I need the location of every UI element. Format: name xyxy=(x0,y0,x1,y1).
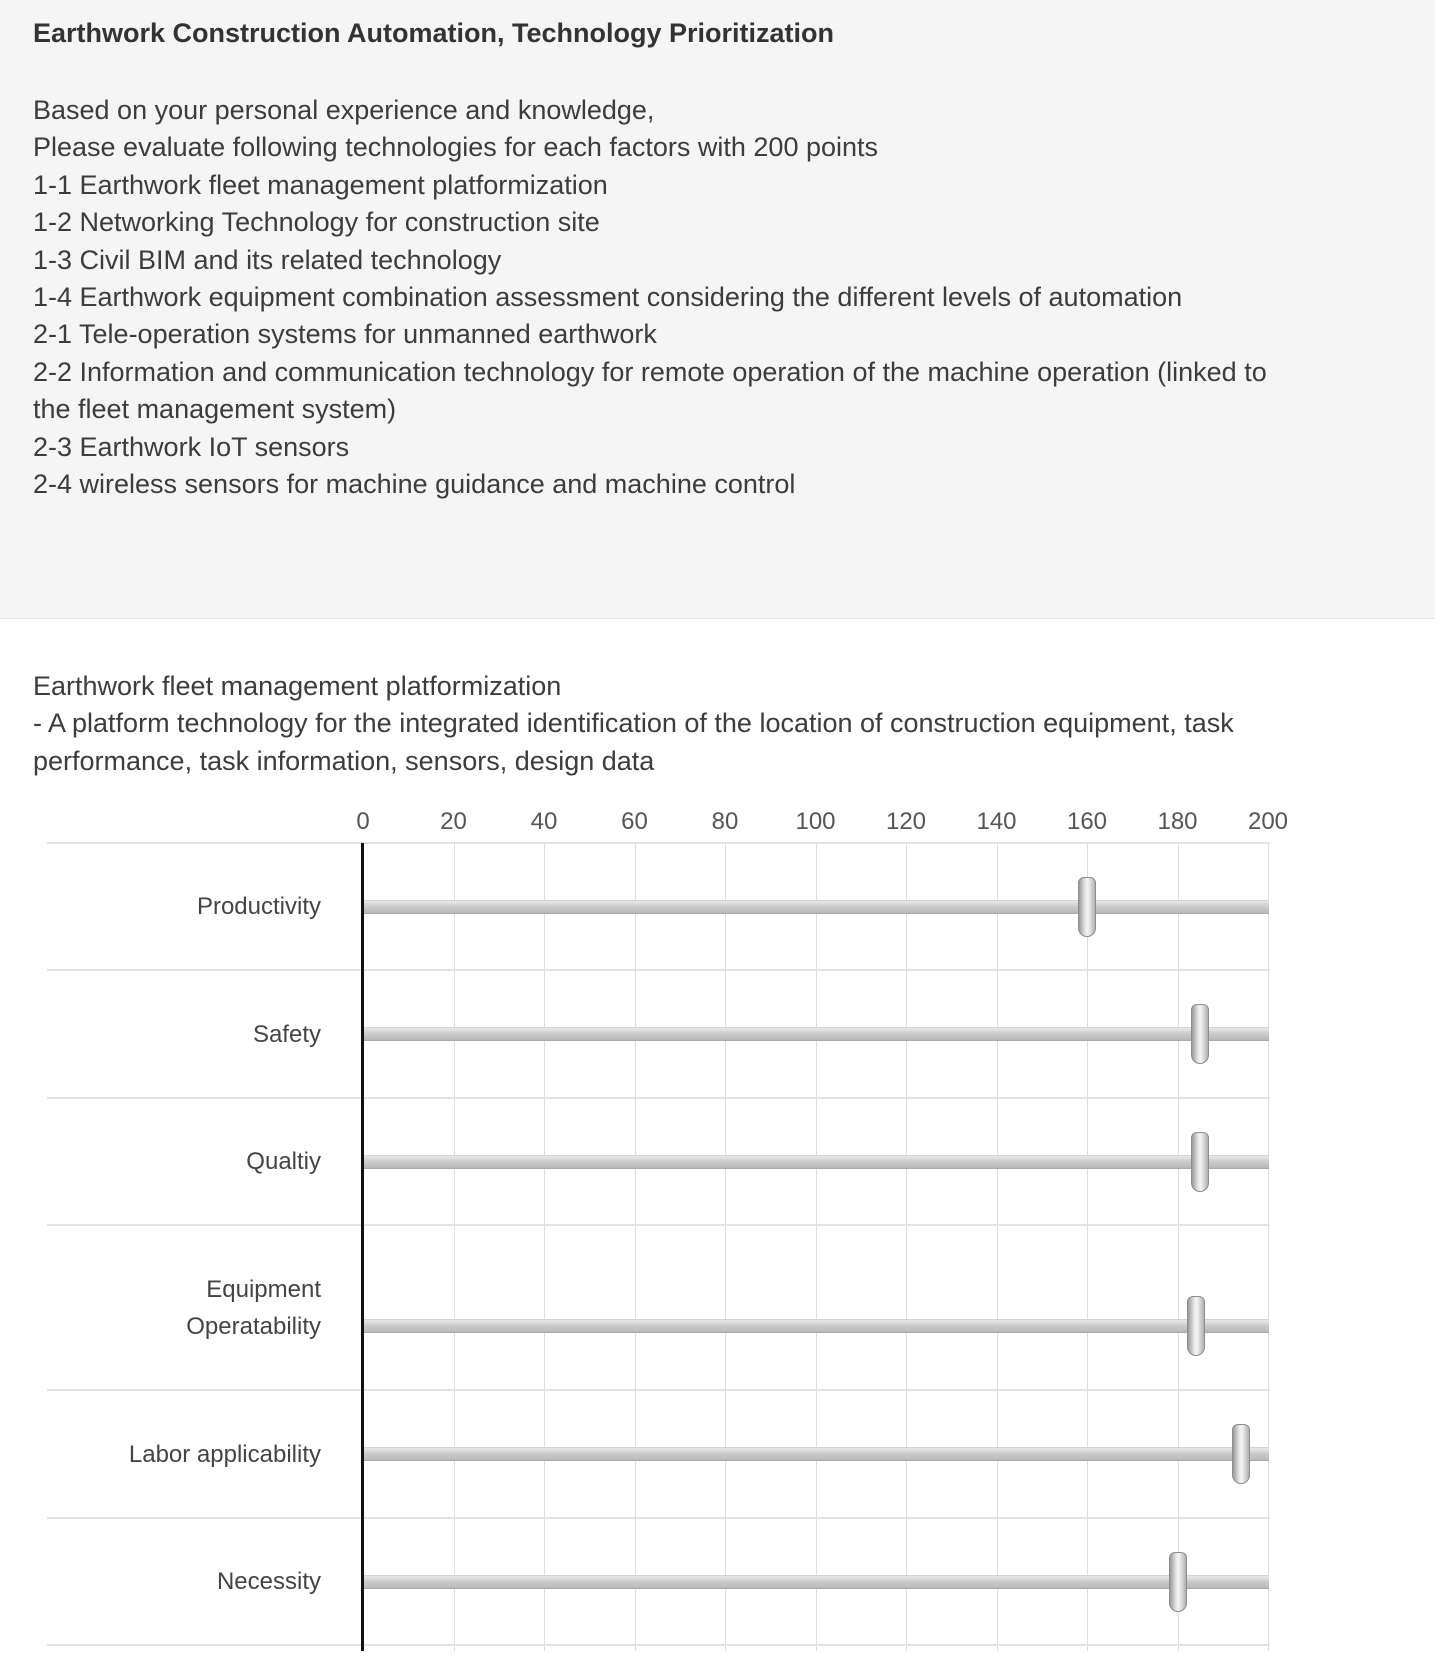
slider-label-text: Productivity xyxy=(196,893,321,920)
scale-tick-label: 0 xyxy=(356,808,370,835)
instruction-line: 1-1 Earthwork fleet management platformization xyxy=(33,169,608,200)
grid-line xyxy=(906,843,907,1651)
question-description: performance, task information, sensors, design data xyxy=(33,745,655,776)
instruction-line: 1-2 Networking Technology for construction site xyxy=(33,207,600,238)
slider-track[interactable] xyxy=(364,900,1269,914)
question-title: Earthwork fleet management platformization xyxy=(33,671,562,701)
row-divider xyxy=(47,969,1270,971)
grid-line xyxy=(635,843,636,1651)
row-divider xyxy=(47,842,1270,844)
scale-tick-label: 180 xyxy=(1157,808,1198,835)
scale-tick-label: 120 xyxy=(885,808,927,835)
slider-handle[interactable] xyxy=(1191,1132,1209,1192)
slider-handle[interactable] xyxy=(1187,1296,1205,1356)
instruction-line: 2-2 Information and communication technology for remote operation of the machine operation (linked to xyxy=(33,356,1267,387)
slider-row-label xyxy=(41,1143,321,1180)
slider-handle[interactable] xyxy=(1191,1004,1209,1064)
scale-zero-axis xyxy=(361,843,364,1651)
slider-row-label xyxy=(41,1271,321,1345)
slider-label-text: Safety xyxy=(252,1020,321,1048)
question-description: - A platform technology for the integrated identification of the location of construction equipment, task xyxy=(33,708,1234,739)
slider-handle[interactable] xyxy=(1078,877,1096,937)
grid-line xyxy=(1268,843,1269,1651)
grid-line xyxy=(454,843,455,1651)
slider-track[interactable] xyxy=(364,1027,1269,1041)
scale-tick-label: 20 xyxy=(440,808,467,835)
grid-line xyxy=(997,843,998,1651)
instruction-line: 2-1 Tele-operation systems for unmanned earthwork xyxy=(33,319,657,350)
scale-tick-label: 140 xyxy=(976,808,1017,835)
row-divider xyxy=(47,1644,1270,1646)
slider-track[interactable] xyxy=(364,1575,1269,1589)
row-divider xyxy=(47,1097,1270,1099)
slider-label-text: Necessity xyxy=(216,1568,321,1595)
slider-handle[interactable] xyxy=(1169,1552,1187,1612)
slider-label-text: Operatability xyxy=(186,1312,321,1340)
row-divider xyxy=(47,1517,1270,1519)
instruction-line: 1-3 Civil BIM and its related technology xyxy=(33,244,502,275)
instruction-line: 2-3 Earthwork IoT sensors xyxy=(33,431,350,462)
scale-tick-label: 40 xyxy=(530,808,558,835)
slider-row-label xyxy=(41,1436,321,1473)
question-text xyxy=(33,668,1413,780)
scale-tick-label: 160 xyxy=(1066,808,1108,835)
grid-line xyxy=(725,843,726,1651)
slider-row-label xyxy=(41,1563,321,1600)
slider-track[interactable] xyxy=(364,1447,1269,1461)
instruction-line: Based on your personal experience and knowledge, xyxy=(33,95,655,125)
grid-line xyxy=(1178,843,1179,1651)
grid-line xyxy=(816,843,817,1651)
slider-label-text: Equipment xyxy=(206,1275,321,1303)
slider-label-text: Qualtiy xyxy=(246,1148,321,1175)
scale-tick-label: 200 xyxy=(1247,808,1289,835)
slider-handle[interactable] xyxy=(1232,1424,1250,1484)
grid-line xyxy=(544,843,545,1651)
scale-tick-label: 80 xyxy=(711,808,739,835)
slider-row-label xyxy=(41,888,321,925)
instructions xyxy=(33,92,1413,503)
grid-line xyxy=(1087,843,1088,1651)
instruction-line: the fleet management system) xyxy=(33,394,397,425)
survey-title: Earthwork Construction Automation, Technology Prioritization xyxy=(33,18,835,48)
scale-tick-label: 100 xyxy=(795,808,836,835)
row-divider xyxy=(47,1224,1270,1226)
slider-track[interactable] xyxy=(364,1155,1269,1169)
slider-track[interactable] xyxy=(364,1319,1269,1333)
instruction-line: 1-4 Earthwork equipment combination assessment considering the different levels of automation xyxy=(33,282,1183,313)
slider-row-label xyxy=(41,1016,321,1053)
instruction-line: Please evaluate following technologies for each factors with 200 points xyxy=(33,132,879,163)
intro-panel xyxy=(0,0,1435,619)
slider-label-text: Labor applicability xyxy=(128,1440,321,1468)
instruction-line: 2-4 wireless sensors for machine guidance and machine control xyxy=(33,469,796,500)
row-divider xyxy=(47,1389,1270,1391)
scale-tick-label: 60 xyxy=(621,808,648,835)
